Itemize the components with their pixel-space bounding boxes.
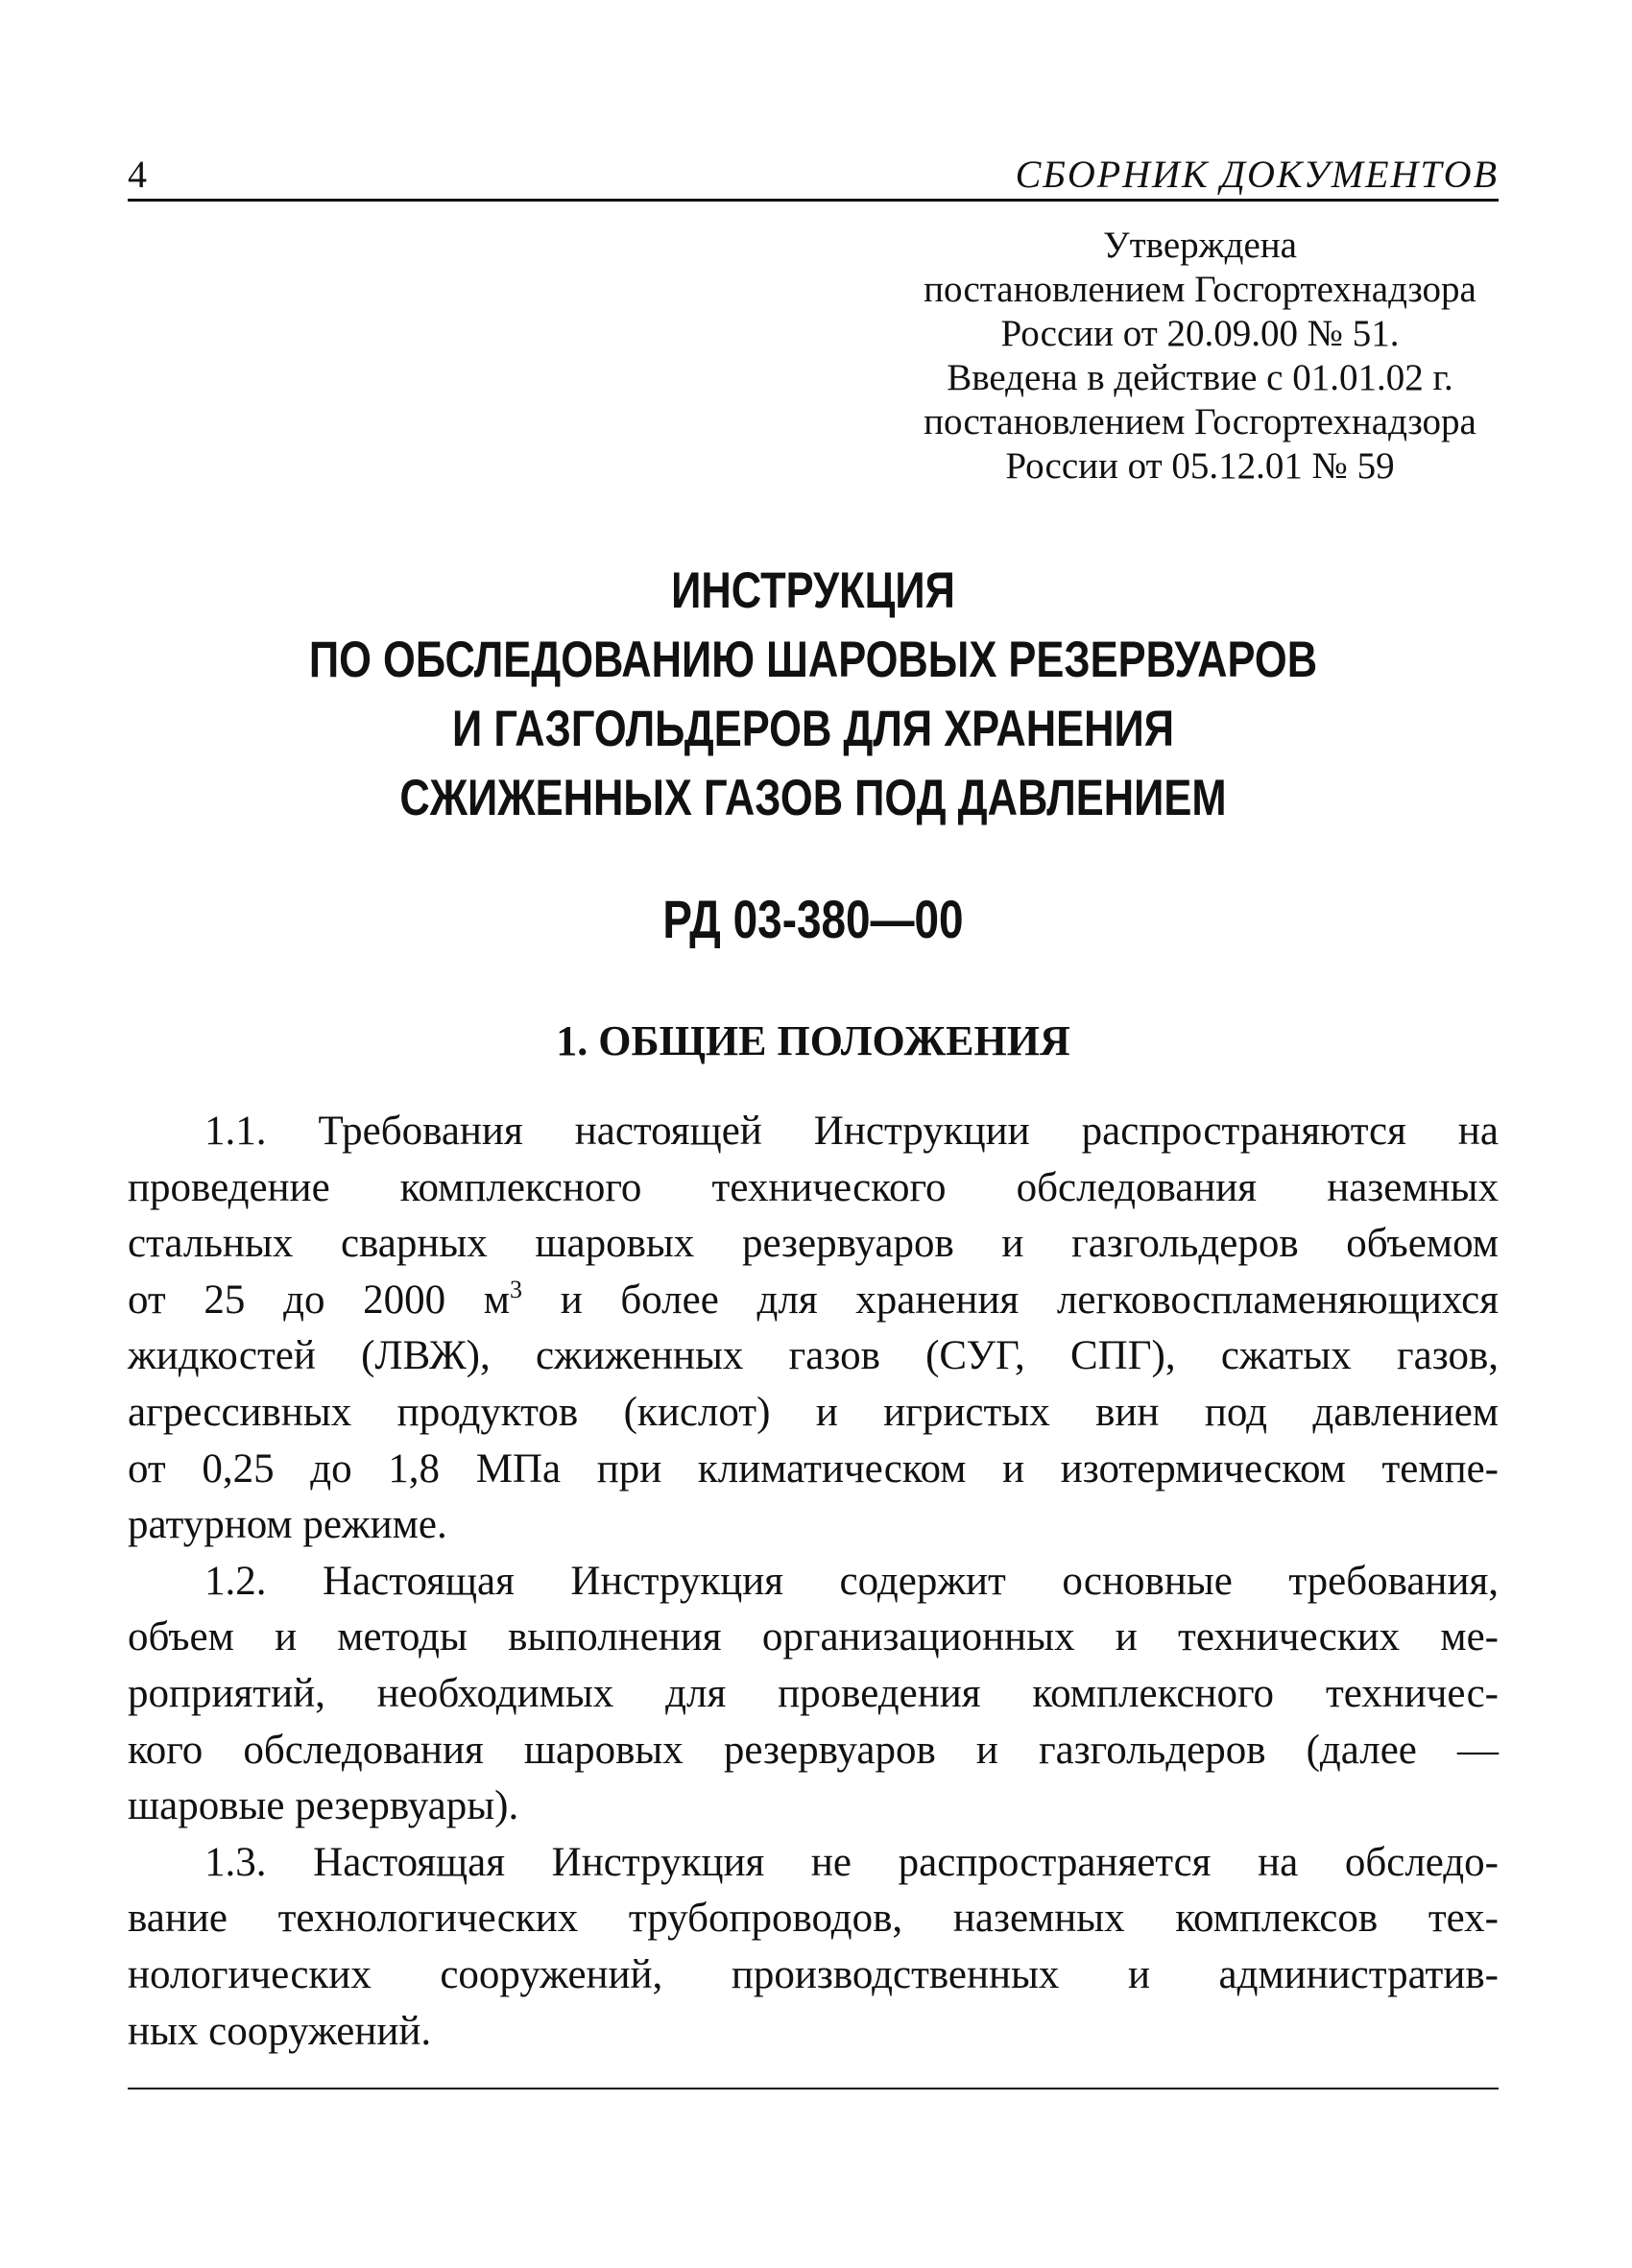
document-code: РД 03-380—00 (662, 889, 964, 949)
paragraph-line: ратурном режиме. (128, 1502, 447, 1548)
paragraph-line: роприятий, необходимых для проведения комплексного техничес- (128, 1670, 1499, 1716)
title-line: И ГАЗГОЛЬДЕРОВ ДЛЯ ХРАНЕНИЯ (452, 701, 1174, 757)
footer-divider (128, 2088, 1499, 2089)
approval-line: России от 20.09.00 № 51. (1000, 313, 1400, 354)
paragraph-line: объем и методы выполнения организационных и технических ме- (128, 1614, 1499, 1660)
document-title (252, 557, 1376, 833)
paragraph-line: от 0,25 до 1,8 МПа при климатическом и изотермическом темпе- (128, 1445, 1499, 1492)
paragraph-line: 1.2. Настоящая Инструкция содержит основные требования, (204, 1558, 1499, 1604)
paragraph-line-with-superscript (128, 1273, 1499, 1329)
title-line: ПО ОБСЛЕДОВАНИЮ ШАРОВЫХ РЕЗЕРВУАРОВ (308, 632, 1318, 688)
paragraph-line: кого обследования шаровых резервуаров и газгольдеров (далее — (128, 1727, 1499, 1773)
body-text (128, 1104, 1499, 2060)
approval-line: постановлением Госгортехнадзора (924, 401, 1476, 442)
paragraph-line: 1.3. Настоящая Инструкция не распространяется на обследо- (204, 1839, 1499, 1885)
page-header (128, 144, 1499, 202)
text-fragment: от 25 до 2000 м (128, 1277, 511, 1323)
approval-line: Введена в действие с 01.01.02 г. (947, 357, 1453, 398)
paragraph-line: 1.1. Требования настоящей Инструкции распространяются на (204, 1109, 1499, 1154)
running-title: СБОРНИК ДОКУМЕНТОВ (1015, 153, 1499, 196)
approval-block (864, 224, 1536, 489)
paragraph-line: ных сооружений. (128, 2008, 432, 2054)
paragraph-line: шаровые резервуары). (128, 1783, 519, 1829)
section-heading: 1. ОБЩИЕ ПОЛОЖЕНИЯ (556, 1017, 1070, 1064)
paragraph-line: жидкостей (ЛВЖ), сжиженных газов (СУГ, СПГ), сжатых газов, (128, 1333, 1499, 1379)
approval-line: Утверждена (1103, 225, 1297, 266)
approval-line: постановлением Госгортехнадзора (924, 269, 1476, 310)
paragraph-line: агрессивных продуктов (кислот) и игристых вин под давлением (128, 1389, 1499, 1435)
superscript: 3 (510, 1275, 523, 1303)
paragraph-line: стальных сварных шаровых резервуаров и газгольдеров объемом (128, 1221, 1499, 1267)
text-fragment: и более для хранения легковоспламеняющихся (522, 1277, 1499, 1323)
paragraph-line: проведение комплексного технического обследования наземных (128, 1164, 1499, 1210)
header-divider (128, 199, 1499, 202)
paragraph-line: вание технологических трубопроводов, наземных комплексов тех- (128, 1896, 1499, 1942)
page-number: 4 (128, 153, 147, 196)
title-line: СЖИЖЕННЫХ ГАЗОВ ПОД ДАВЛЕНИЕМ (399, 770, 1227, 826)
title-line: ИНСТРУКЦИЯ (671, 562, 955, 619)
paragraph-line: нологических сооружений, производственных и административ- (128, 1951, 1499, 1997)
approval-line: России от 05.12.01 № 59 (1005, 445, 1395, 487)
